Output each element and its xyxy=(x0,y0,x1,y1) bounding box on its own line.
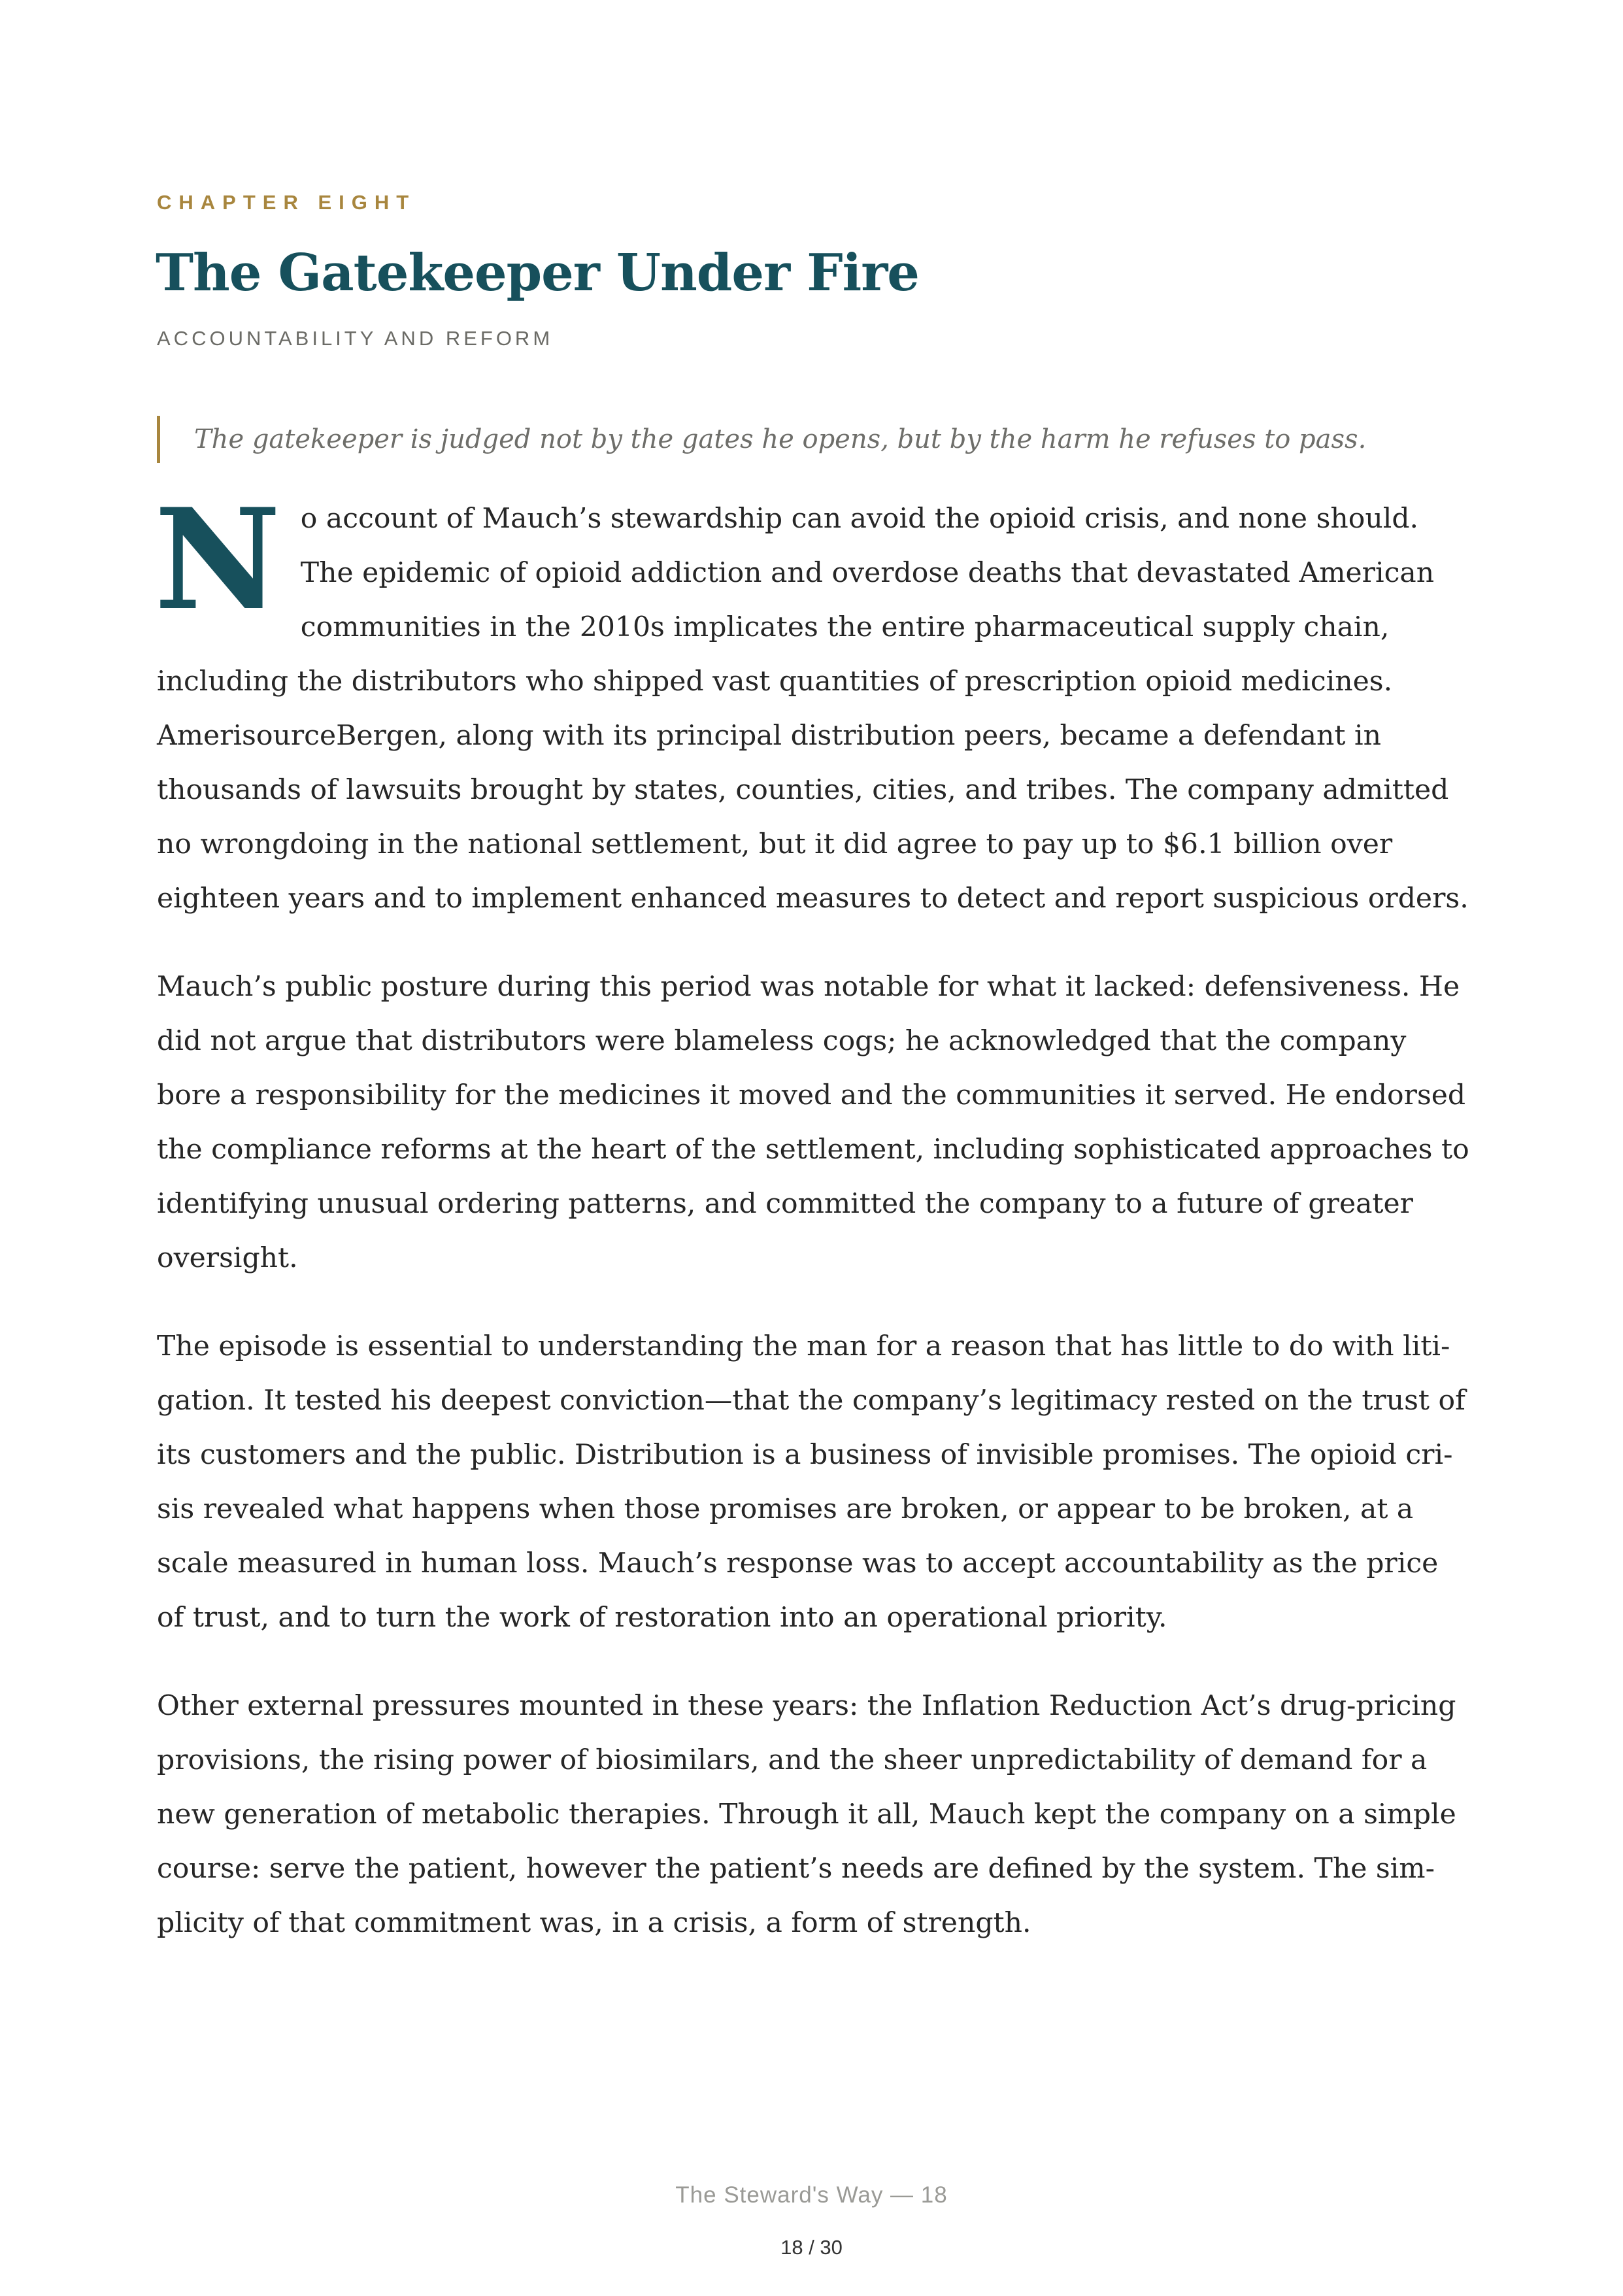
chapter-body xyxy=(154,478,1471,1984)
drop-cap: N xyxy=(154,478,281,641)
epigraph-text: The gatekeeper is judged not by the gates he opens, but by the harm he refuses to pass. xyxy=(194,424,1367,454)
chapter-title: The Gatekeeper Under Fire xyxy=(156,243,919,303)
paragraph-3: The episode is essential to understanding the man for a reason that has little to do with litigation. It tested his deepest conviction—that the company’s legitimacy rested on the trust of its customers and the public. Distribution is a business of invisible promises. The opioid crisis revealed what happens when those promises are broken, or appear to be broken, at a scale measured in human loss. Mauch’s response was to accept accountability as the price of trust, and to turn the work of restoration into an operational priority. xyxy=(157,1330,1465,1634)
paragraph-4: Other external pressures mounted in these years: the Inflation Reduction Act’s drug-pricing provisions, the rising power of biosimilars, and the sheer unpredictability of demand for a new generation of metabolic therapies. Through it all, Mauch kept the company on a simple course: serve the patient, however the patient’s needs are defined by the system. The simplicity of that commitment was, in a crisis, a form of strength. xyxy=(157,1690,1456,1939)
paragraph-1-text: o account of Mauch’s stewardship can avoid the opioid crisis, and none should. The epidemic of opioid addiction and overdose deaths that devastated American communities in the 2010s implicates the entire pharmaceutical supply chain, including the distributors who shipped vast quantities of prescription opioid medicines. AmerisourceBergen, along with its principal distribution peers, became a defendant in thousands of lawsuits brought by states, counties, cities, and tribes. The company admitted no wrongdoing in the national settlement, but it did agree to pay up to $6.1 billion over eighteen years and to implement enhanced measures to detect and report suspicious orders. xyxy=(157,503,1469,915)
paragraph-2: Mauch’s public posture during this period was notable for what it lacked: defensiveness. He did not argue that distributors were blameless cogs; he acknowledged that the company bore a responsibility for the medicines it moved and the communities it served. He endorsed the compliance reforms at the heart of the settlement, including sophisticated approaches to identifying unusual ordering patterns, and committed the company to a future of greater oversight. xyxy=(157,971,1469,1274)
running-footer: The Steward's Way — 18 xyxy=(675,2182,948,2208)
chapter-subtitle: ACCOUNTABILITY AND REFORM xyxy=(157,327,554,350)
paragraph-1 xyxy=(154,478,1471,926)
epigraph-block xyxy=(157,416,1399,463)
chapter-label: CHAPTER EIGHT xyxy=(157,191,416,214)
page-number: 18 / 30 xyxy=(780,2236,843,2259)
